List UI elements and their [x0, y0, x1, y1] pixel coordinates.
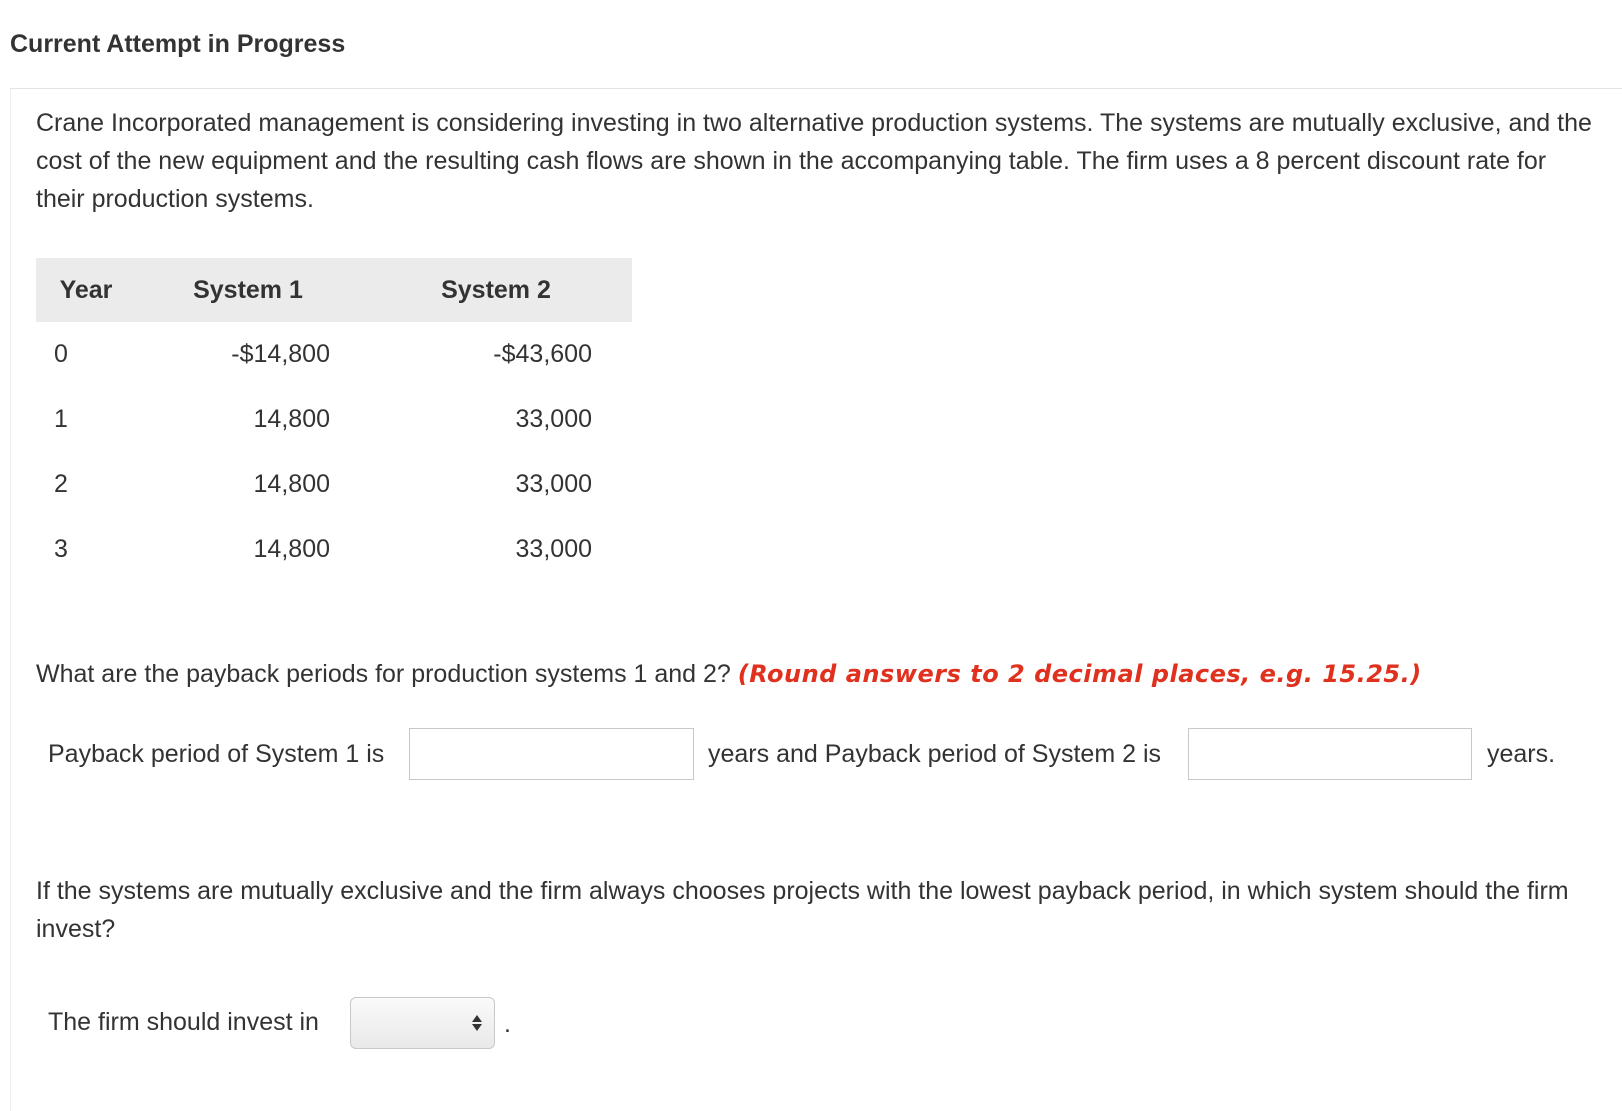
table-header-row	[36, 258, 632, 322]
cell-system-1: -$14,800	[231, 340, 330, 368]
content-left-border	[10, 89, 11, 1111]
cell-year: 0	[54, 340, 68, 368]
question-payback	[36, 660, 1422, 689]
table-row	[36, 517, 632, 582]
cell-system-2: -$43,600	[493, 340, 592, 368]
payback-system-1-input[interactable]	[409, 728, 694, 780]
cell-system-2: 33,000	[515, 535, 592, 563]
column-header-system-2: System 2	[360, 258, 632, 322]
column-header-year: Year	[36, 258, 136, 322]
payback-system-2-input[interactable]	[1188, 728, 1472, 780]
payback-system-1-label: Payback period of System 1 is	[48, 740, 385, 768]
cash-flow-table	[36, 258, 632, 582]
attempt-header: Current Attempt in Progress	[10, 30, 346, 58]
select-updown-arrows-icon	[472, 1011, 482, 1035]
invest-choice-label: The firm should invest in	[48, 1008, 319, 1036]
problem-intro: Crane Incorporated management is considering investing in two alternative production systems. The systems are mutually exclusive, and the cost of the new equipment and the resulting cash flows are shown in the accompanying table. The firm uses a 8 percent discount rate for their production systems.	[36, 109, 1592, 213]
rounding-hint: (Round answers to 2 decimal places, e.g. 15.25.)	[737, 660, 1422, 688]
table-row	[36, 322, 632, 387]
header-divider	[10, 88, 1622, 89]
column-header-system-1: System 1	[136, 258, 360, 322]
cell-system-1: 14,800	[253, 535, 330, 563]
cell-system-2: 33,000	[515, 470, 592, 498]
cell-year: 3	[54, 535, 68, 563]
cell-system-2: 33,000	[515, 405, 592, 433]
question-payback-text: What are the payback periods for production systems 1 and 2?	[36, 660, 731, 688]
years-suffix-label: years.	[1487, 740, 1556, 768]
cell-year: 1	[54, 405, 68, 433]
sentence-period: .	[504, 1010, 511, 1038]
question-choice: If the systems are mutually exclusive and the firm always chooses projects with the lowest payback period, in which system should the firm invest?	[36, 877, 1569, 943]
system-choice-select[interactable]	[350, 997, 495, 1049]
cell-year: 2	[54, 470, 68, 498]
payback-system-2-label: years and Payback period of System 2 is	[708, 740, 1162, 768]
table-row	[36, 452, 632, 517]
table-row	[36, 387, 632, 452]
cell-system-1: 14,800	[253, 470, 330, 498]
cell-system-1: 14,800	[253, 405, 330, 433]
